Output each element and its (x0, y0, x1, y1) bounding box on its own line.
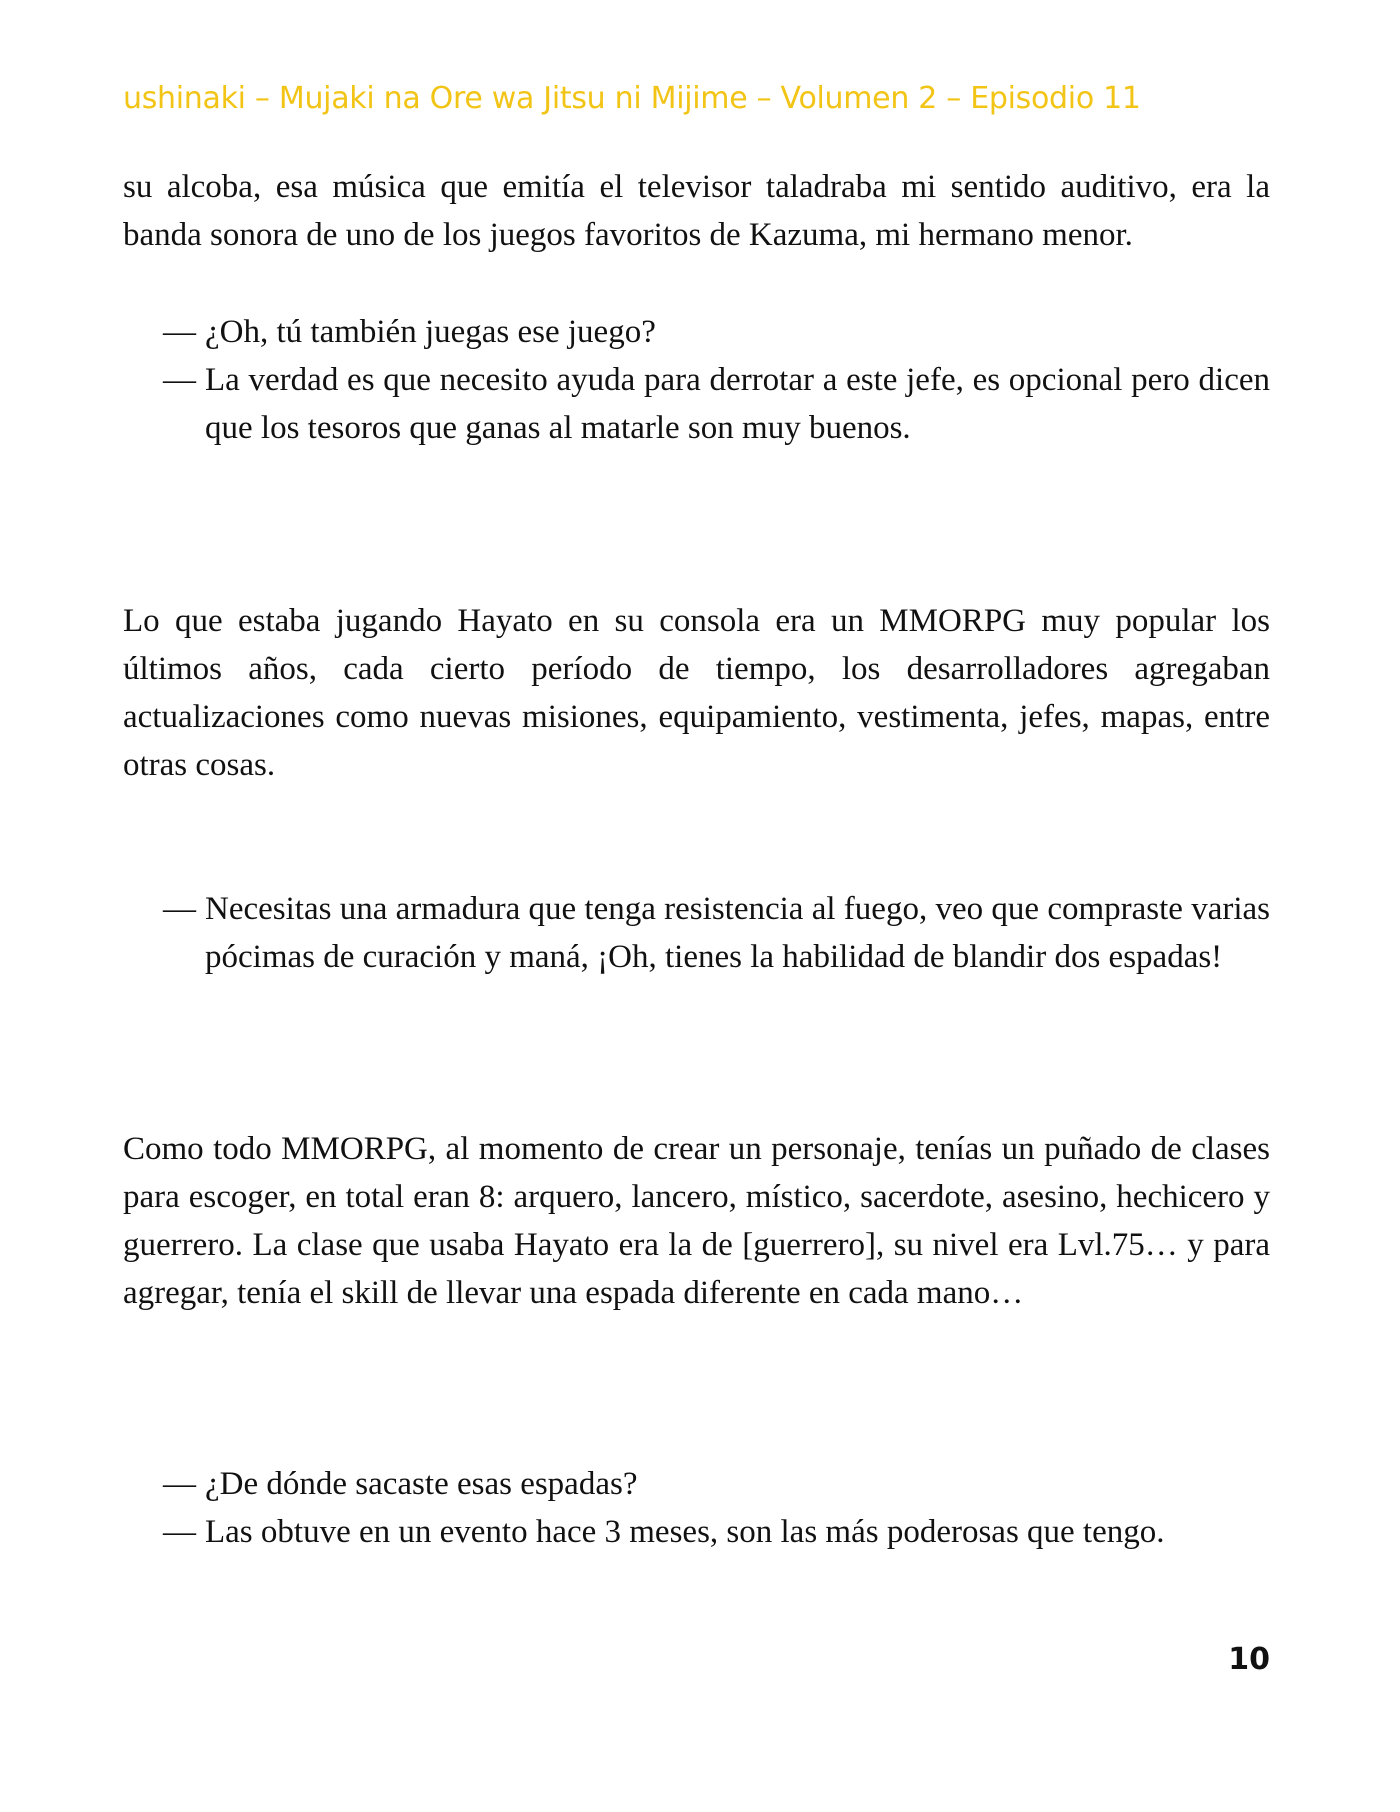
dialogue-line (163, 885, 1270, 981)
em-dash: — (163, 891, 196, 927)
dialogue-text: ¿Oh, tú también juegas ese juego? (205, 314, 656, 350)
paragraph-2: Lo que estaba jugando Hayato en su consola era un MMORPG muy popular los últimos años, cada cierto período de tiempo, los desarrolladores agregaban actualizaciones como nuevas misiones, equipamiento, vestimenta, jefes, mapas, entre otras cosas. (123, 603, 1270, 783)
dialogue-line (163, 1508, 1270, 1556)
dialogue-block-1 (163, 308, 1270, 452)
running-header: ushinaki – Mujaki na Ore wa Jitsu ni Mijime – Volumen 2 – Episodio 11 (123, 81, 1141, 116)
paragraph-1: su alcoba, esa música que emitía el televisor taladraba mi sentido auditivo, era la banda sonora de uno de los juegos favoritos de Kazuma, mi hermano menor. (123, 169, 1270, 253)
dialogue-line (163, 1460, 1270, 1508)
dialogue-line (163, 356, 1270, 452)
em-dash: — (163, 362, 196, 398)
dialogue-text: Las obtuve en un evento hace 3 meses, son las más poderosas que tengo. (205, 1514, 1165, 1550)
paragraph-3: Como todo MMORPG, al momento de crear un personaje, tenías un puñado de clases para escoger, en total eran 8: arquero, lancero, místico, sacerdote, asesino, hechicero y guerrero. La clase que usaba Hayato era la de [guerrero], su nivel era Lvl.75… y para agregar, tenía el skill de llevar una espada diferente en cada mano… (123, 1131, 1270, 1311)
dialogue-block-3 (163, 1460, 1270, 1556)
em-dash: — (163, 314, 196, 350)
em-dash: — (163, 1514, 196, 1550)
em-dash: — (163, 1466, 196, 1502)
dialogue-text: La verdad es que necesito ayuda para derrotar a este jefe, es opcional pero dicen que los tesoros que ganas al matarle son muy buenos. (205, 362, 1270, 446)
dialogue-line (163, 308, 1270, 356)
dialogue-text: ¿De dónde sacaste esas espadas? (205, 1466, 638, 1502)
page-number: 10 (1228, 1642, 1270, 1677)
dialogue-block-2 (163, 885, 1270, 981)
dialogue-text: Necesitas una armadura que tenga resistencia al fuego, veo que compraste varias pócimas de curación y maná, ¡Oh, tienes la habilidad de blandir dos espadas! (205, 891, 1270, 975)
